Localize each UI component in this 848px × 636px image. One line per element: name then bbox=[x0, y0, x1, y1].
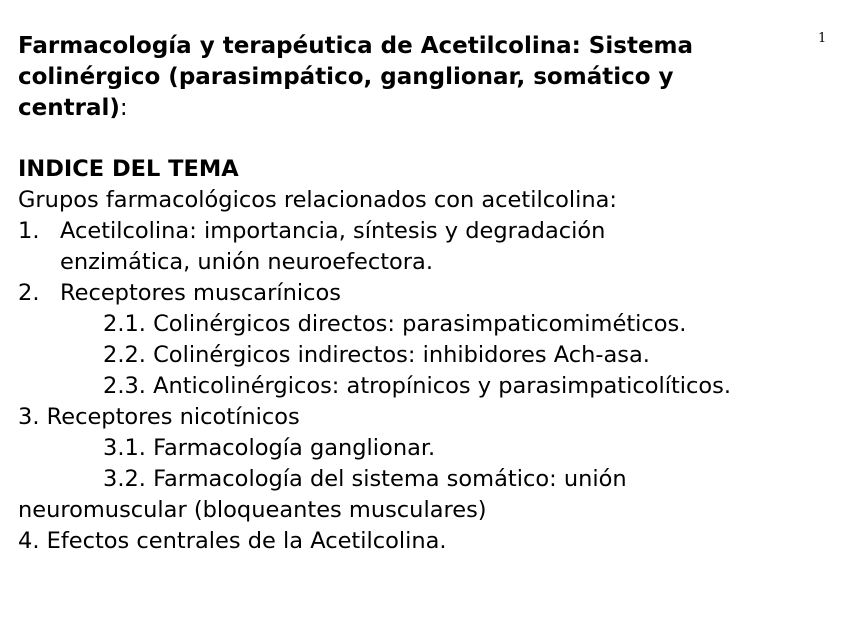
title-line-2: colinérgico (parasimpático, ganglionar, somático y bbox=[18, 64, 674, 90]
title-line-3 bbox=[18, 93, 808, 124]
list-item-1-line-1: Acetilcolina: importancia, síntesis y degradación bbox=[60, 218, 606, 244]
sublist-item-2-2: 2.2. Colinérgicos indirectos: inhibidores Ach-asa. bbox=[103, 342, 650, 368]
sublist-item-2-1: 2.1. Colinérgicos directos: parasimpaticomiméticos. bbox=[103, 311, 687, 337]
list-item-3: 3. Receptores nicotínicos bbox=[18, 404, 300, 430]
title-line-1: Farmacología y terapéutica de Acetilcolina: Sistema bbox=[18, 33, 694, 59]
title-colon: : bbox=[119, 95, 128, 121]
list-item-1-line-2: enzimática, unión neuroefectora. bbox=[60, 249, 433, 275]
page-title bbox=[18, 31, 808, 124]
index-intro: Grupos farmacológicos relacionados con acetilcolina: bbox=[18, 187, 617, 213]
index-content bbox=[18, 154, 843, 557]
index-heading: INDICE DEL TEMA bbox=[18, 156, 239, 182]
title-line-3-text: central) bbox=[18, 95, 120, 121]
list-item-1 bbox=[18, 216, 843, 278]
list-item-1-text bbox=[60, 216, 605, 278]
list-item-1-number: 1. bbox=[18, 218, 40, 244]
sublist-item-3-2: 3.2. Farmacología del sistema somático: unión bbox=[103, 466, 627, 492]
sublist-item-2-3: 2.3. Anticolinérgicos: atropínicos y parasimpaticolíticos. bbox=[103, 373, 732, 399]
list-item-2 bbox=[18, 278, 843, 309]
list-item-2-number: 2. bbox=[18, 280, 40, 306]
page-number: 1 bbox=[818, 31, 827, 46]
sublist-item-3-1: 3.1. Farmacología ganglionar. bbox=[103, 435, 436, 461]
list-item-2-text: Receptores muscarínicos bbox=[60, 280, 341, 306]
sublist-item-3-2-continued: neuromuscular (bloqueantes musculares) bbox=[18, 497, 487, 523]
list-item-4: 4. Efectos centrales de la Acetilcolina. bbox=[18, 528, 447, 554]
